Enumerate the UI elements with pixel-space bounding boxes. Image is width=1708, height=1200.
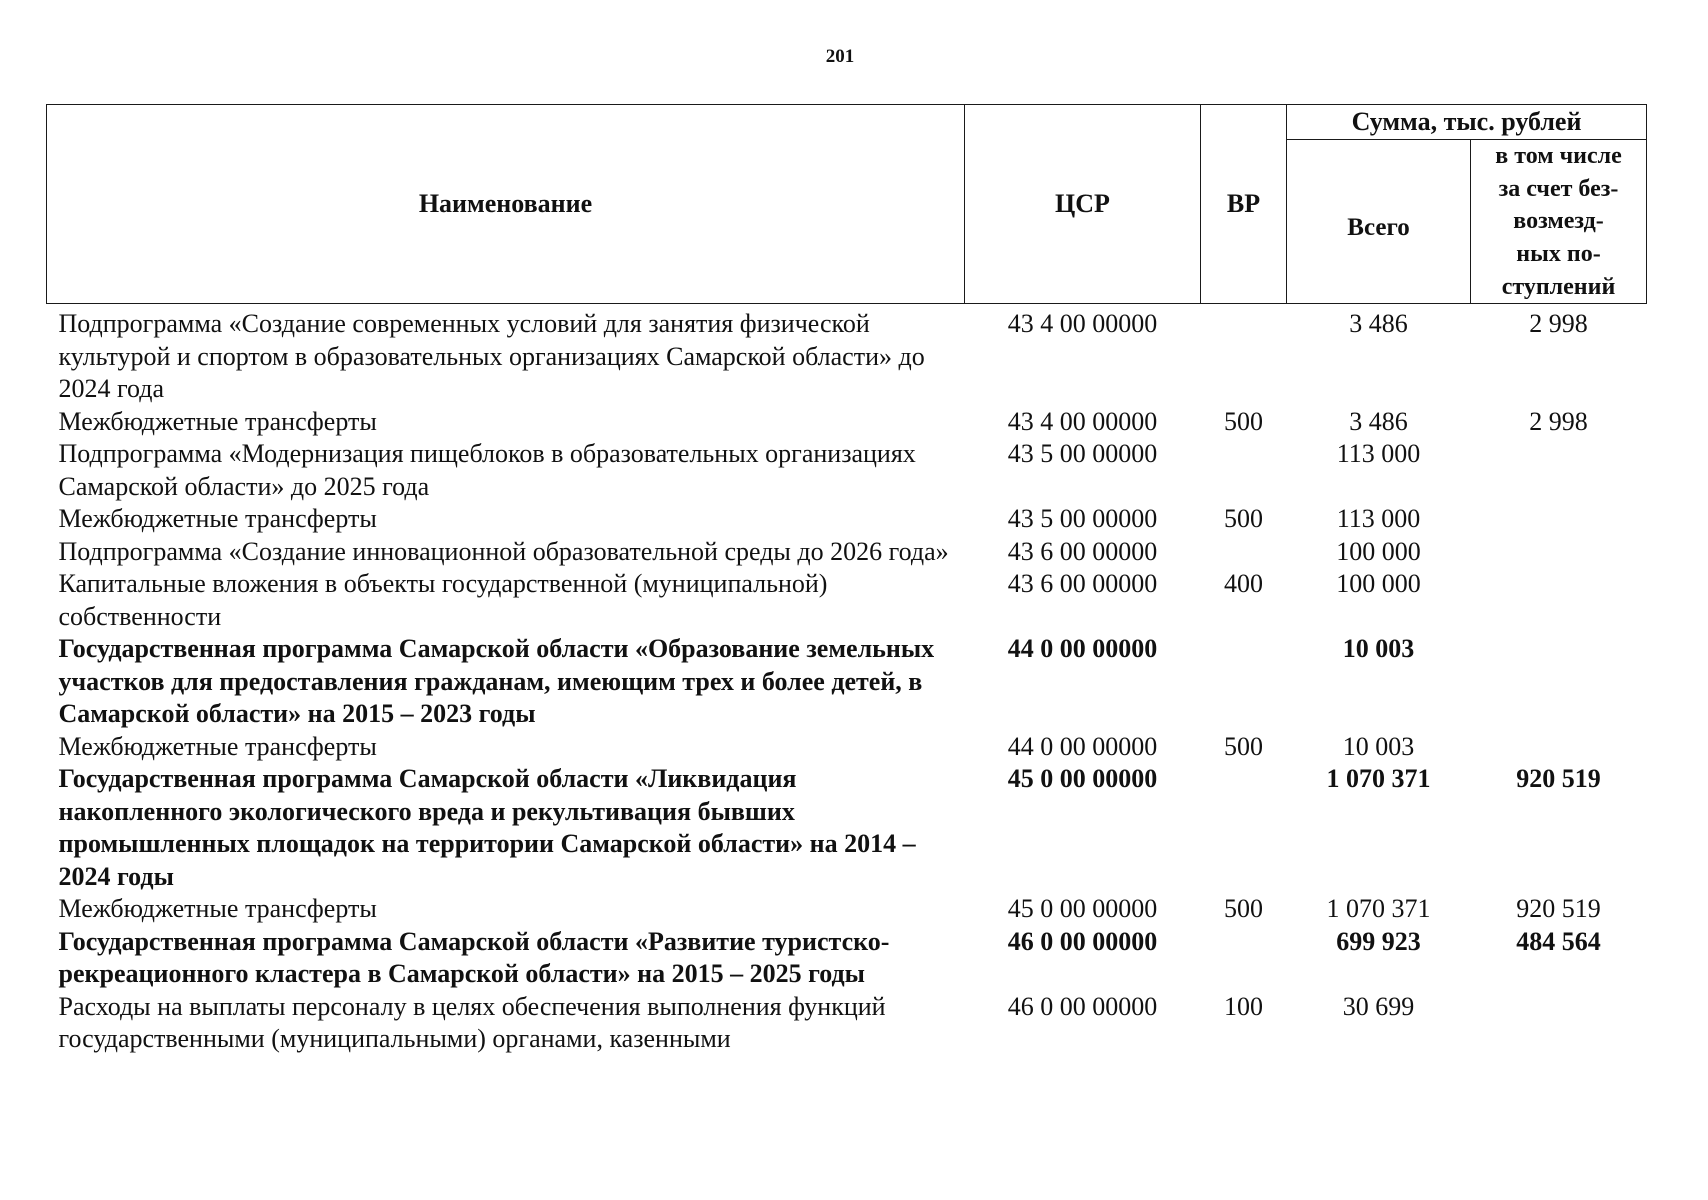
row-name-cell: Расходы на выплаты персоналу в целях обеспечения выполнения функций государственными (муниципальными) органами, казенными: [58, 991, 886, 1054]
row-vr-cell: [1201, 438, 1287, 503]
header-including-line: за счет без-: [1498, 175, 1619, 202]
header-including-line: ных по-: [1516, 240, 1601, 267]
header-including-line: ступлений: [1501, 273, 1616, 300]
row-including-cell: 484 564: [1516, 926, 1601, 956]
row-total-cell: 113 000: [1336, 504, 1421, 534]
row-total-cell: 3 486: [1349, 406, 1408, 436]
row-name-cell: Межбюджетные трансферты: [58, 731, 377, 761]
row-name-cell: Межбюджетные трансферты: [58, 406, 377, 436]
table-row: [47, 633, 1647, 731]
row-vr-cell: 500: [1224, 504, 1263, 534]
table-row: [47, 926, 1647, 991]
row-csr-cell: 43 5 00 00000: [1007, 504, 1158, 534]
header-csr: ЦСР: [965, 105, 1201, 304]
row-including-cell: 2 998: [1529, 406, 1588, 436]
header-including: [1471, 140, 1647, 304]
row-csr-cell: 43 4 00 00000: [1007, 309, 1158, 339]
budget-table-container: [46, 104, 1646, 1056]
row-name-cell: Государственная программа Самарской области «Образование земельных участков для предоставления гражданам, имеющим трех и более детей, в Самарской области» на 2015 – 2023 годы: [58, 634, 935, 729]
row-csr-cell: 46 0 00 00000: [1007, 991, 1158, 1021]
table-row: [47, 893, 1647, 926]
table-row: [47, 763, 1647, 893]
row-including-cell: 2 998: [1529, 309, 1588, 339]
row-including-cell: [1471, 536, 1647, 569]
row-total-cell: 1 070 371: [1326, 894, 1431, 924]
row-csr-cell: 44 0 00 00000: [1007, 731, 1158, 761]
row-name-cell: Государственная программа Самарской области «Развитие туристско-рекреационного кластера в Самарской области» на 2015 – 2025 годы: [58, 926, 890, 989]
row-including-cell: [1471, 503, 1647, 536]
row-vr-cell: 100: [1224, 991, 1263, 1021]
table-row: [47, 406, 1647, 439]
header-vr: ВР: [1201, 105, 1287, 304]
row-csr-cell: 43 4 00 00000: [1007, 406, 1158, 436]
header-including-line: в том числе: [1495, 143, 1622, 169]
row-total-cell: 10 003: [1342, 731, 1415, 761]
table-row: [47, 503, 1647, 536]
page-number: 201: [825, 46, 855, 67]
row-name-cell: Подпрограмма «Модернизация пищеблоков в образовательных организациях Самарской области» до 2025 года: [58, 439, 916, 501]
row-vr-cell: [1201, 763, 1287, 893]
row-csr-cell: 44 0 00 00000: [1007, 634, 1158, 664]
row-including-cell: [1471, 438, 1647, 503]
row-csr-cell: 45 0 00 00000: [1007, 894, 1158, 924]
row-total-cell: 699 923: [1336, 926, 1421, 956]
table-row: [47, 991, 1647, 1056]
row-vr-cell: 400: [1224, 569, 1263, 599]
table-row: [47, 438, 1647, 503]
row-vr-cell: 500: [1224, 894, 1263, 924]
row-csr-cell: 43 6 00 00000: [1007, 536, 1158, 566]
table-header: [47, 105, 1647, 304]
header-including-line: возмезд-: [1513, 208, 1604, 235]
header-name: Наименование: [47, 105, 965, 304]
row-csr-cell: 43 5 00 00000: [1007, 439, 1158, 469]
row-csr-cell: 45 0 00 00000: [1007, 764, 1158, 794]
row-vr-cell: [1201, 304, 1287, 406]
header-total: Всего: [1287, 140, 1471, 304]
table-row: [47, 304, 1647, 406]
row-including-cell: [1471, 633, 1647, 731]
row-vr-cell: 500: [1224, 406, 1263, 436]
row-including-cell: 920 519: [1516, 894, 1601, 924]
row-name-cell: Межбюджетные трансферты: [58, 894, 377, 924]
row-vr-cell: 500: [1224, 731, 1263, 761]
row-total-cell: 10 003: [1342, 634, 1415, 664]
row-total-cell: 1 070 371: [1326, 764, 1431, 794]
table-row: [47, 568, 1647, 633]
row-including-cell: [1471, 568, 1647, 633]
row-total-cell: 113 000: [1336, 439, 1421, 469]
row-vr-cell: [1201, 926, 1287, 991]
row-total-cell: 3 486: [1349, 309, 1408, 339]
header-sum-title: Сумма, тыс. рублей: [1287, 105, 1647, 140]
row-vr-cell: [1201, 633, 1287, 731]
row-csr-cell: 46 0 00 00000: [1007, 926, 1158, 956]
row-name-cell: Капитальные вложения в объекты государственной (муниципальной) собственности: [58, 569, 828, 631]
row-including-cell: 920 519: [1516, 764, 1601, 794]
row-including-cell: [1471, 731, 1647, 764]
row-vr-cell: [1201, 536, 1287, 569]
row-total-cell: 100 000: [1336, 536, 1421, 566]
row-name-cell: Государственная программа Самарской области «Ликвидация накопленного экологического вреда и рекультивация бывших промышленных площадок на территории Самарской области» на 2014 – 2024 годы: [58, 764, 916, 891]
row-total-cell: 100 000: [1336, 569, 1421, 599]
row-name-cell: Межбюджетные трансферты: [58, 504, 377, 534]
table-row: [47, 536, 1647, 569]
budget-table: [46, 104, 1647, 1056]
row-name-cell: Подпрограмма «Создание современных условий для занятия физической культурой и спортом в образовательных организациях Самарской области» до 2024 года: [58, 309, 925, 404]
row-total-cell: 30 699: [1342, 991, 1415, 1021]
table-body: [47, 304, 1647, 1056]
row-name-cell: Подпрограмма «Создание инновационной образовательной среды до 2026 года»: [58, 536, 949, 566]
row-including-cell: [1471, 991, 1647, 1056]
table-row: [47, 731, 1647, 764]
row-csr-cell: 43 6 00 00000: [1007, 569, 1158, 599]
